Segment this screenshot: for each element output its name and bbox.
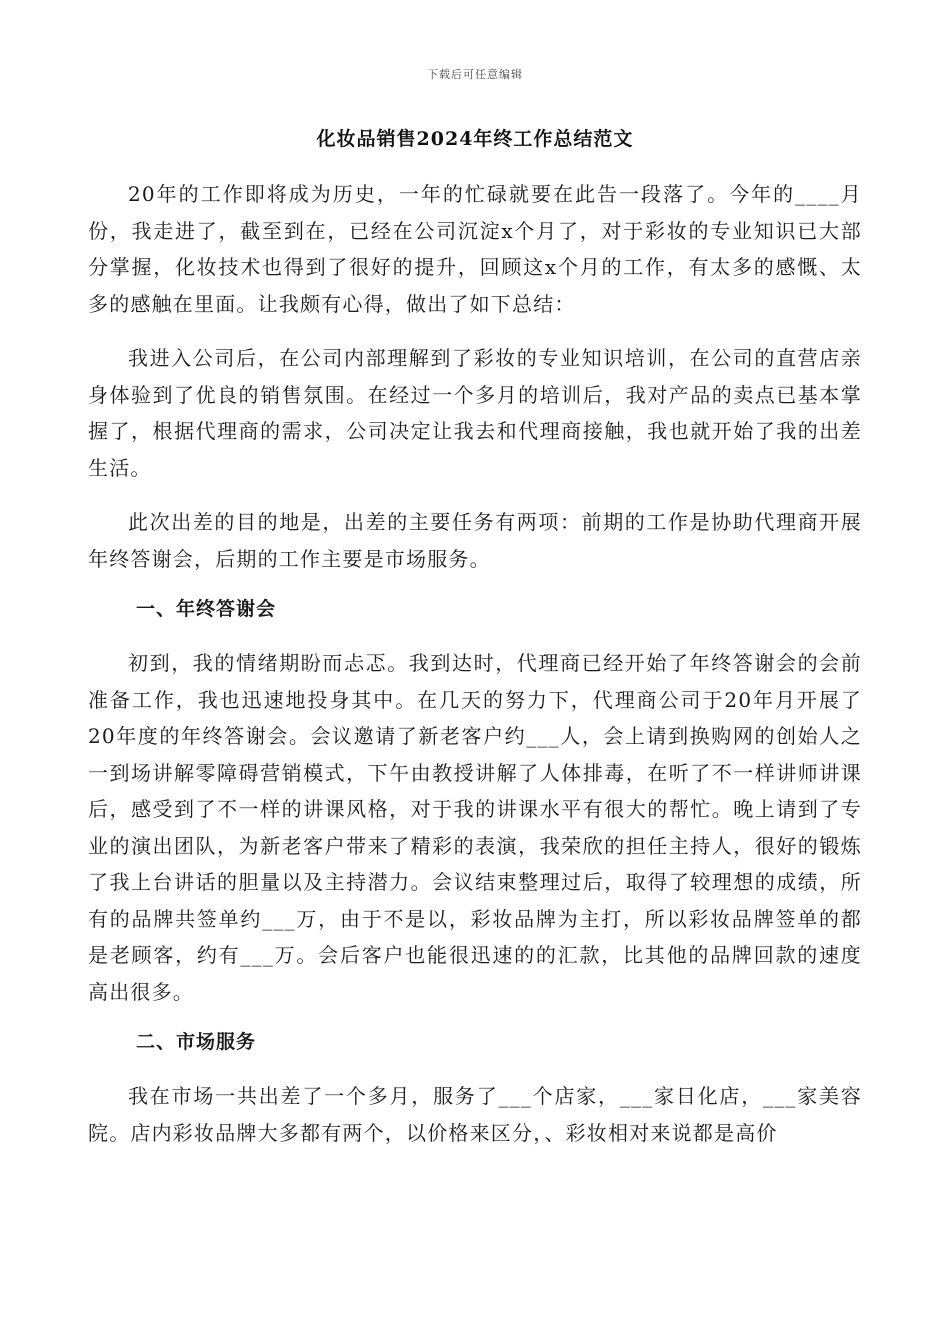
paragraph-intro: 20年的工作即将成为历史，一年的忙碌就要在此告一段落了。今年的____月份，我走进了，截至到在，已经在公司沉淀x个月了，对于彩妆的专业知识已大部分掌握，化妆技术也得到了很好的提升，回顾这x个月的工作，有太多的感慨、太多的感触在里面。让我颇有心得，做出了如下总结：	[88, 182, 862, 316]
paragraph-business-trip: 此次出差的目的地是，出差的主要任务有两项：前期的工作是协助代理商开展年终答谢会，后期的工作主要是市场服务。	[88, 510, 862, 571]
document-title: 化妆品销售2024年终工作总结范文	[316, 128, 634, 150]
header-watermark: 下载后可任意编辑	[427, 68, 523, 81]
paragraph-year-end-gala: 初到，我的情绪期盼而忐忑。我到达时，代理商已经开始了年终答谢会的会前准备工作，我也迅速地投身其中。在几天的努力下，代理商公司于20年月开展了20年度的年终答谢会。会议邀请了新老客户约___人，会上请到换购网的创始人之一到场讲解零障碍营销模式，下午由教授讲解了人体排毒，在听了不一样讲师讲课后，感受到了不一样的讲课风格，对于我的讲课水平有很大的帮忙。晚上请到了专业的演出团队，为新老客户带来了精彩的表演，我荣欣的担任主持人，很好的锻炼了我上台讲话的胆量以及主持潜力。会议结束整理过后，取得了较理想的成绩，所有的品牌共签单约___万，由于不是以，彩妆品牌为主打，所以彩妆品牌签单的都是老顾客，约有___万。会后客户也能很迅速的的汇款，比其他的品牌回款的速度高出很多。	[88, 651, 862, 1004]
section-heading-market-service: 二、市场服务	[136, 1031, 257, 1053]
document-body	[88, 176, 862, 1169]
paragraph-training: 我进入公司后，在公司内部理解到了彩妆的专业知识培训，在公司的直营店亲身体验到了优良的销售氛围。在经过一个多月的培训后，我对产品的卖点已基本掌握了，根据代理商的需求，公司决定让我去和代理商接触，我也就开始了我的出差生活。	[88, 346, 862, 480]
paragraph-market-service: 我在市场一共出差了一个多月，服务了___个店家，___家日化店，___家美容院。店内彩妆品牌大多都有两个，以价格来区分，、彩妆相对来说都是高价	[88, 1084, 862, 1145]
section-heading-year-end-gala: 一、年终答谢会	[136, 598, 277, 620]
